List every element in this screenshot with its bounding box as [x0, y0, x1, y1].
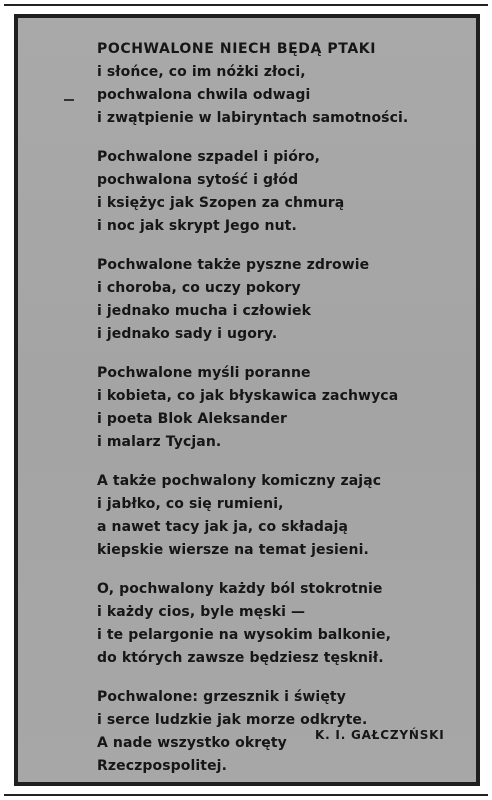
poem-line: i jednako sady i ugory. [97, 326, 278, 342]
poem-line: i słońce, co im nóżki złoci, [97, 64, 306, 80]
stanza-6 [97, 578, 447, 670]
poem-line: i te pelargonie na wysokim balkonie, [97, 627, 392, 643]
print-mark [64, 99, 74, 101]
poem-title-line: POCHWALONE NIECH BĘDĄ PTAKI [97, 41, 377, 57]
poem-line: Pochwalone myśli poranne [97, 365, 311, 381]
stanza-1 [97, 38, 447, 130]
poem-line: A także pochwalony komiczny zając [97, 473, 382, 489]
poem-line: a nawet tacy jak ja, co składają [97, 519, 349, 535]
poem-line: i jabłko, co się rumieni, [97, 496, 284, 512]
poem-line: i każdy cios, byle męski — [97, 604, 306, 620]
poem-line: i poeta Blok Aleksander [97, 411, 288, 427]
poem-line: Pochwalone szpadel i pióro, [97, 149, 321, 165]
poem-line: i księżyc jak Szopen za chmurą [97, 195, 345, 211]
poem-line: Pochwalone także pyszne zdrowie [97, 257, 370, 273]
stanza-5 [97, 470, 447, 562]
poem-line: i zwątpienie w labiryntach samotności. [97, 110, 409, 126]
poem-line: pochwalona sytość i głód [97, 172, 299, 188]
poem-line: A nade wszystko okręty [97, 735, 287, 751]
poem-line: Rzeczpospolitej. [97, 758, 227, 774]
poem-line: i serce ludzkie jak morze odkryte. [97, 712, 368, 728]
poem-line: i kobieta, co jak błyskawica zachwyca [97, 388, 399, 404]
poem-line: i choroba, co uczy pokory [97, 280, 301, 296]
poem-text [97, 38, 447, 794]
stanza-2 [97, 146, 447, 238]
stanza-4 [97, 362, 447, 454]
poem-line: kiepskie wiersze na temat jesieni. [97, 542, 369, 558]
poem-line: i noc jak skrypt Jego nut. [97, 218, 297, 234]
poem-line: i jednako mucha i człowiek [97, 303, 312, 319]
poem-line: pochwalona chwila odwagi [97, 87, 311, 103]
poem-line: do których zawsze będziesz tęsknił. [97, 650, 384, 666]
poem-line: Pochwalone: grzesznik i święty [97, 689, 346, 705]
poem-line: O, pochwalony każdy ból stokrotnie [97, 581, 383, 597]
poem-line: i malarz Tycjan. [97, 434, 222, 450]
stanza-3 [97, 254, 447, 346]
author-signature: K. I. GAŁCZYŃSKI [315, 728, 445, 742]
